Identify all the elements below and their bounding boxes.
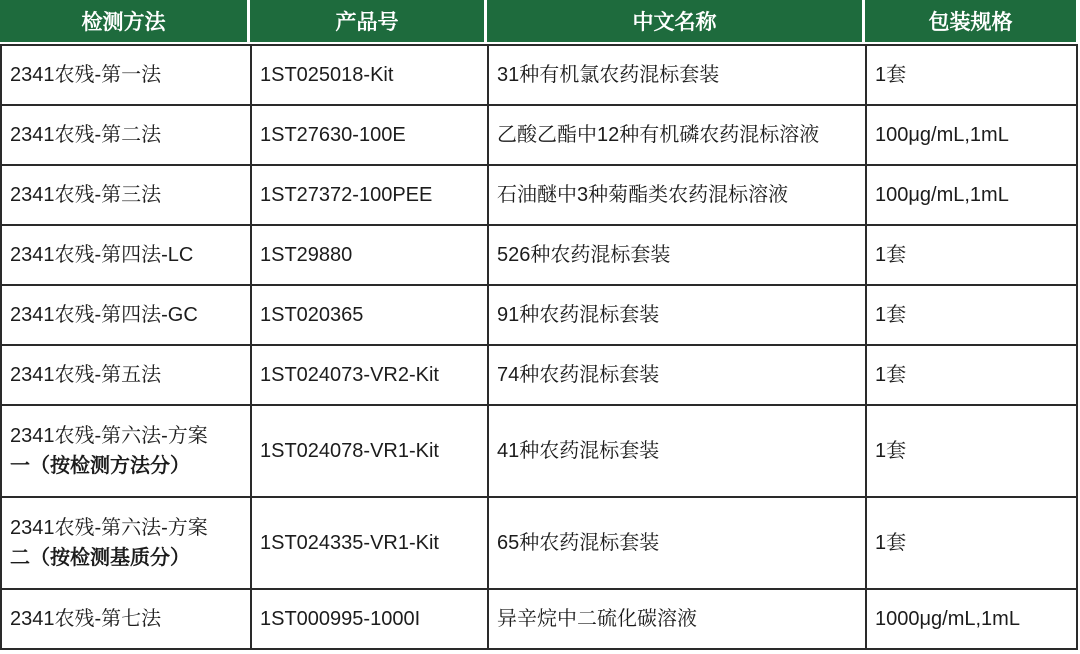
method-text-bold: 一（按检测方法分） <box>10 455 190 477</box>
cell-method <box>1 345 251 405</box>
method-text: 2341农残-第五法 <box>10 364 162 386</box>
cell-name: 乙酸乙酯中12种有机磷农药混标溶液 <box>488 105 866 165</box>
table-row <box>1 345 1077 405</box>
table-row <box>1 165 1077 225</box>
method-text: 2341农残-第四法-GC <box>10 304 198 326</box>
cell-name: 异辛烷中二硫化碳溶液 <box>488 589 866 649</box>
cell-method <box>1 165 251 225</box>
cell-spec: 100μg/mL,1mL <box>866 105 1077 165</box>
method-text-bold: 二（按检测基质分） <box>10 547 190 569</box>
cell-method <box>1 285 251 345</box>
table-row <box>1 45 1077 105</box>
cell-product: 1ST020365 <box>251 285 488 345</box>
header-cell-spec: 包装规格 <box>865 0 1076 42</box>
table-row <box>1 225 1077 285</box>
table-header-row <box>0 0 1076 42</box>
cell-product: 1ST27630-100E <box>251 105 488 165</box>
cell-spec: 1套 <box>866 497 1077 589</box>
cell-name: 41种农药混标套装 <box>488 405 866 497</box>
cell-spec: 1套 <box>866 405 1077 497</box>
cell-product: 1ST29880 <box>251 225 488 285</box>
cell-method <box>1 405 251 497</box>
method-text: 2341农残-第三法 <box>10 184 162 206</box>
product-table <box>0 44 1078 650</box>
cell-method <box>1 225 251 285</box>
cell-name: 91种农药混标套装 <box>488 285 866 345</box>
cell-product: 1ST025018-Kit <box>251 45 488 105</box>
cell-product: 1ST024073-VR2-Kit <box>251 345 488 405</box>
cell-method <box>1 589 251 649</box>
cell-spec: 1套 <box>866 285 1077 345</box>
cell-product: 1ST024335-VR1-Kit <box>251 497 488 589</box>
cell-name: 石油醚中3种菊酯类农药混标溶液 <box>488 165 866 225</box>
cell-spec: 1套 <box>866 345 1077 405</box>
table-body <box>1 45 1077 649</box>
header-cell-method: 检测方法 <box>0 0 250 42</box>
table-row <box>1 285 1077 345</box>
cell-product: 1ST024078-VR1-Kit <box>251 405 488 497</box>
cell-name: 65种农药混标套装 <box>488 497 866 589</box>
cell-product: 1ST000995-1000I <box>251 589 488 649</box>
header-cell-name: 中文名称 <box>487 0 865 42</box>
cell-name: 74种农药混标套装 <box>488 345 866 405</box>
cell-spec: 1000μg/mL,1mL <box>866 589 1077 649</box>
method-text: 2341农残-第四法-LC <box>10 244 194 266</box>
method-text: 2341农残-第七法 <box>10 608 162 630</box>
method-text: 2341农残-第六法-方案 <box>10 517 208 539</box>
cell-spec: 1套 <box>866 45 1077 105</box>
method-text: 2341农残-第六法-方案 <box>10 425 208 447</box>
table-row <box>1 405 1077 497</box>
header-cell-product: 产品号 <box>250 0 487 42</box>
cell-spec: 100μg/mL,1mL <box>866 165 1077 225</box>
cell-spec: 1套 <box>866 225 1077 285</box>
table-row <box>1 589 1077 649</box>
table-row <box>1 105 1077 165</box>
cell-product: 1ST27372-100PEE <box>251 165 488 225</box>
cell-name: 526种农药混标套装 <box>488 225 866 285</box>
cell-method <box>1 45 251 105</box>
method-text: 2341农残-第二法 <box>10 124 162 146</box>
method-text: 2341农残-第一法 <box>10 64 162 86</box>
cell-method <box>1 497 251 589</box>
cell-name: 31种有机氯农药混标套装 <box>488 45 866 105</box>
cell-method <box>1 105 251 165</box>
table-row <box>1 497 1077 589</box>
